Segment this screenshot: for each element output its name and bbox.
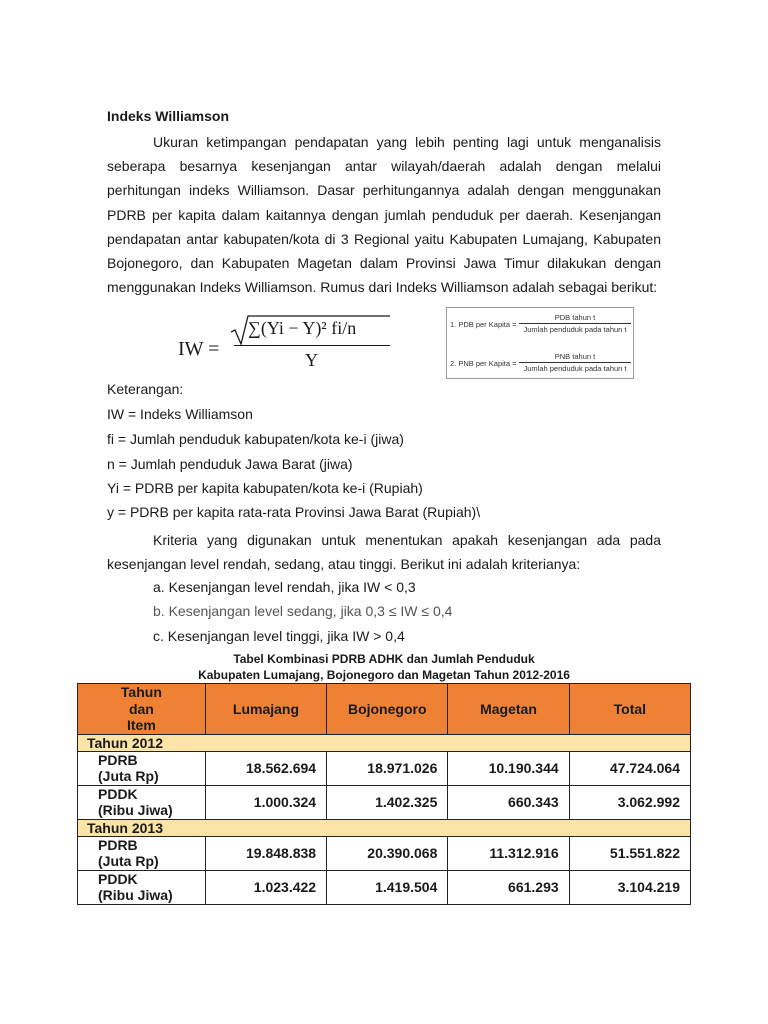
criteria-text: Kriteria yang digunakan untuk menentukan apakah kesenjangan ada pada kesenjangan level rendah, sedang, atau tinggi. Berikut ini adalah kriterianya: <box>107 532 661 573</box>
intro-text: Ukuran ketimpangan pendapatan yang lebih penting lagi untuk menganalisis seberapa besarnya kesenjangan antar wilayah/daerah adalah dengan melalui perhitungan indeks Williamson. Dasar perhitungannya adalah dengan menggunakan PDRB per kapita dalam kaitannya dengan jumlah penduduk per daerah. Kesenjangan pendapatan antar kabupaten/kota di 3 Regional yaitu Kabupaten Lumajang, Kabupaten Bojonegoro, dan Kabupaten Magetan dalam Provinsi Jawa Timur dilakukan dengan menggunakan Indeks Williamson. Rumus dari Indeks Williamson adalah sebagai berikut: <box>107 134 661 296</box>
cell-value: 1.000.324 <box>205 785 326 819</box>
row-label <box>78 751 206 785</box>
cell-value: 19.848.838 <box>205 836 326 870</box>
row-label-line: PDDK <box>98 870 138 887</box>
cell-value: 18.562.694 <box>205 751 326 785</box>
row-label-line: PDRB <box>98 751 138 768</box>
header-item-line: Item <box>127 717 156 733</box>
cell-value: 660.343 <box>448 785 569 819</box>
per-capita-formula-box <box>446 307 634 379</box>
row-label-line: PDDK <box>98 785 138 802</box>
formula-lhs: IW = <box>178 338 220 360</box>
criteria-item: a. Kesenjangan level rendah, jika IW < 0,3 <box>153 579 416 595</box>
row-label-line: (Ribu Jiwa) <box>98 887 173 903</box>
criteria-item: c. Kesenjangan level tinggi, jika IW > 0,4 <box>153 628 405 644</box>
cell-value: 1.419.504 <box>327 870 448 904</box>
pdb-formula <box>450 313 630 335</box>
header-total: Total <box>569 684 690 735</box>
table-row <box>78 836 691 870</box>
cell-value: 1.402.325 <box>327 785 448 819</box>
cell-value: 661.293 <box>448 870 569 904</box>
pnb-fraction <box>519 352 631 373</box>
row-label-line: (Ribu Jiwa) <box>98 802 173 818</box>
table-header-row <box>78 684 691 735</box>
row-label-line: (Juta Rp) <box>98 853 159 869</box>
keterangan-iw: IW = Indeks Williamson <box>107 406 253 422</box>
keterangan-yi: Yi = PDRB per kapita kabupaten/kota ke-i (Rupiah) <box>107 480 423 496</box>
pdb-numerator: PDB tahun t <box>519 313 631 324</box>
table-row <box>78 751 691 785</box>
pnb-label: 2. PNB per Kapita = <box>450 359 517 368</box>
year-row-2012 <box>78 734 691 751</box>
table-row <box>78 870 691 904</box>
cell-value: 20.390.068 <box>327 836 448 870</box>
pdb-fraction <box>519 313 631 334</box>
row-label-line: PDRB <box>98 836 138 853</box>
header-item-line: dan <box>128 700 154 717</box>
year-row-2013 <box>78 819 691 836</box>
williamson-formula <box>178 312 408 378</box>
pnb-numerator: PNB tahun t <box>519 352 631 363</box>
row-label <box>78 870 206 904</box>
cell-value: 47.724.064 <box>569 751 690 785</box>
pdb-label: 1. PDB per Kapita = <box>450 320 517 329</box>
cell-value: 10.190.344 <box>448 751 569 785</box>
pnb-formula <box>450 352 630 374</box>
row-label <box>78 836 206 870</box>
table-caption-line1: Tabel Kombinasi PDRB ADHK dan Jumlah Penduduk <box>233 652 535 666</box>
year-label: Tahun 2012 <box>78 734 691 751</box>
row-label-line: (Juta Rp) <box>98 768 159 784</box>
cell-value: 18.971.026 <box>327 751 448 785</box>
pdrb-table <box>77 683 691 905</box>
keterangan-title: Keterangan: <box>107 381 184 397</box>
keterangan-y: y = PDRB per kapita rata-rata Provinsi Jawa Barat (Rupiah)\ <box>107 504 481 520</box>
row-label <box>78 785 206 819</box>
cell-value: 51.551.822 <box>569 836 690 870</box>
formula-numerator: ∑(Yi − Y)² fi/n <box>248 318 357 338</box>
keterangan-n: n = Jumlah penduduk Jawa Barat (jiwa) <box>107 456 353 472</box>
fraction-bar <box>234 345 390 346</box>
cell-value: 3.062.992 <box>569 785 690 819</box>
table-row <box>78 785 691 819</box>
cell-value: 1.023.422 <box>205 870 326 904</box>
pnb-denominator: Jumlah penduduk pada tahun t <box>523 364 627 373</box>
header-lumajang: Lumajang <box>205 684 326 735</box>
cell-value: 3.104.219 <box>569 870 690 904</box>
table-caption-line2: Kabupaten Lumajang, Bojonegoro dan Magetan Tahun 2012-2016 <box>198 668 570 682</box>
year-label: Tahun 2013 <box>78 819 691 836</box>
cell-value: 11.312.916 <box>448 836 569 870</box>
header-item-line: Tahun <box>120 684 162 700</box>
criteria-item: b. Kesenjangan level sedang, jika 0,3 ≤ IW ≤ 0,4 <box>153 603 453 619</box>
header-bojonegoro: Bojonegoro <box>327 684 448 735</box>
formula-denominator: Y <box>305 350 318 370</box>
section-heading: Indeks Williamson <box>107 108 230 124</box>
criteria-paragraph <box>107 528 661 576</box>
pdb-denominator: Jumlah penduduk pada tahun t <box>523 325 627 334</box>
header-item <box>78 684 206 735</box>
intro-paragraph <box>107 130 661 299</box>
keterangan-fi: fi = Jumlah penduduk kabupaten/kota ke-i (jiwa) <box>107 431 404 447</box>
header-magetan: Magetan <box>448 684 569 735</box>
